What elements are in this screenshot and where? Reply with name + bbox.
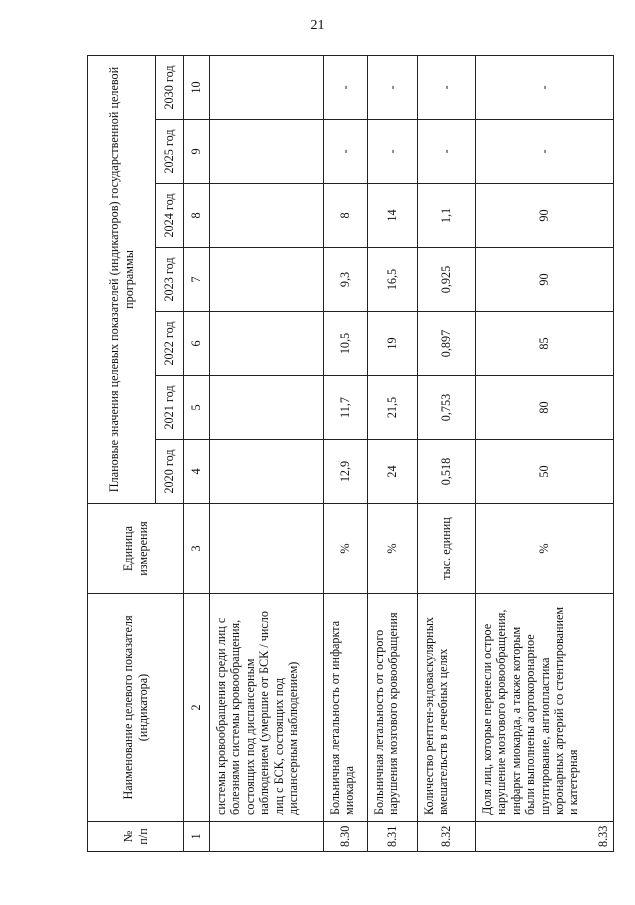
table-row: [476, 56, 614, 852]
value-2021: 11,7: [324, 376, 368, 440]
column-index: 9: [184, 120, 210, 184]
value-2020: 0,518: [418, 440, 476, 504]
column-index: 8: [184, 184, 210, 248]
column-index: 2: [184, 594, 210, 822]
header-planned-values: Плановые значения целевых показателей (индикаторов) государственной целевой программы: [88, 56, 156, 504]
header-year: 2022 год: [156, 312, 184, 376]
value-2023: 90: [476, 248, 614, 312]
page-number: 21: [310, 18, 325, 33]
header-year: 2023 год: [156, 248, 184, 312]
header-year: 2030 год: [156, 56, 184, 120]
value-2021: 0,753: [418, 376, 476, 440]
value-2030: -: [418, 56, 476, 120]
row-number: 8.33: [476, 822, 614, 852]
header-unit: Единица измерения: [88, 504, 184, 594]
indicator-name: Больничная летальность от острого нарушения мозгового кровообращения: [368, 594, 418, 822]
column-index: 7: [184, 248, 210, 312]
header-year: 2020 год: [156, 440, 184, 504]
header-year: 2024 год: [156, 184, 184, 248]
table-row: [324, 56, 368, 852]
value-2021: 21,5: [368, 376, 418, 440]
value-2022: [210, 312, 324, 376]
value-2025: -: [418, 120, 476, 184]
value-2024: 8: [324, 184, 368, 248]
table-row: [210, 56, 324, 852]
value-2025: -: [476, 120, 614, 184]
column-index-row: [184, 56, 210, 852]
rotated-table-wrapper: [87, 56, 614, 852]
value-2030: -: [324, 56, 368, 120]
header-year: 2021 год: [156, 376, 184, 440]
value-2020: 12,9: [324, 440, 368, 504]
value-2023: 0,925: [418, 248, 476, 312]
indicator-unit: [210, 504, 324, 594]
value-2022: 0,897: [418, 312, 476, 376]
value-2025: -: [368, 120, 418, 184]
table-row: [418, 56, 476, 852]
column-index: 5: [184, 376, 210, 440]
value-2030: -: [476, 56, 614, 120]
header-year: 2025 год: [156, 120, 184, 184]
value-2023: [210, 248, 324, 312]
value-2022: 19: [368, 312, 418, 376]
indicator-name: Доля лиц, которые перенесли острое нарушение мозгового кровообращения, инфаркт миокарда, а также которым были выполнены аортокоронарное шунтирование, ангиопластика коронарных артерий со стентированием и катетерная: [476, 594, 614, 822]
value-2030: [210, 56, 324, 120]
indicator-unit: %: [368, 504, 418, 594]
indicator-unit: %: [324, 504, 368, 594]
value-2025: -: [324, 120, 368, 184]
value-2020: 24: [368, 440, 418, 504]
indicators-table: [87, 55, 614, 852]
header-name: Наименование целевого показателя (индикатора): [88, 594, 184, 822]
row-number: 8.30: [324, 822, 368, 852]
indicator-name: системы кровообращения среди лиц с болезнями системы кровообращения, состоящих под диспансерным наблюдением (умершие от БСК / число лиц с БСК, состоящих под диспансерным наблюдением): [210, 594, 324, 822]
value-2030: -: [368, 56, 418, 120]
column-index: 4: [184, 440, 210, 504]
column-index: 6: [184, 312, 210, 376]
indicator-unit: тыс. единиц: [418, 504, 476, 594]
column-index: 3: [184, 504, 210, 594]
column-index: 10: [184, 56, 210, 120]
value-2024: [210, 184, 324, 248]
value-2024: 14: [368, 184, 418, 248]
value-2022: 10,5: [324, 312, 368, 376]
value-2021: [210, 376, 324, 440]
row-number: [210, 822, 324, 852]
value-2022: 85: [476, 312, 614, 376]
value-2023: 16,5: [368, 248, 418, 312]
header-num: № п/п: [88, 822, 184, 852]
indicator-unit: %: [476, 504, 614, 594]
column-index: 1: [184, 822, 210, 852]
value-2020: 50: [476, 440, 614, 504]
value-2024: 90: [476, 184, 614, 248]
row-number: 8.31: [368, 822, 418, 852]
value-2023: 9,3: [324, 248, 368, 312]
row-number: 8.32: [418, 822, 476, 852]
value-2021: 80: [476, 376, 614, 440]
indicator-name: Количество рентген-эндоваскулярных вмешательств в лечебных целях: [418, 594, 476, 822]
value-2024: 1,1: [418, 184, 476, 248]
value-2020: [210, 440, 324, 504]
indicator-name: Больничная летальность от инфаркта миокарда: [324, 594, 368, 822]
table-row: [368, 56, 418, 852]
value-2025: [210, 120, 324, 184]
